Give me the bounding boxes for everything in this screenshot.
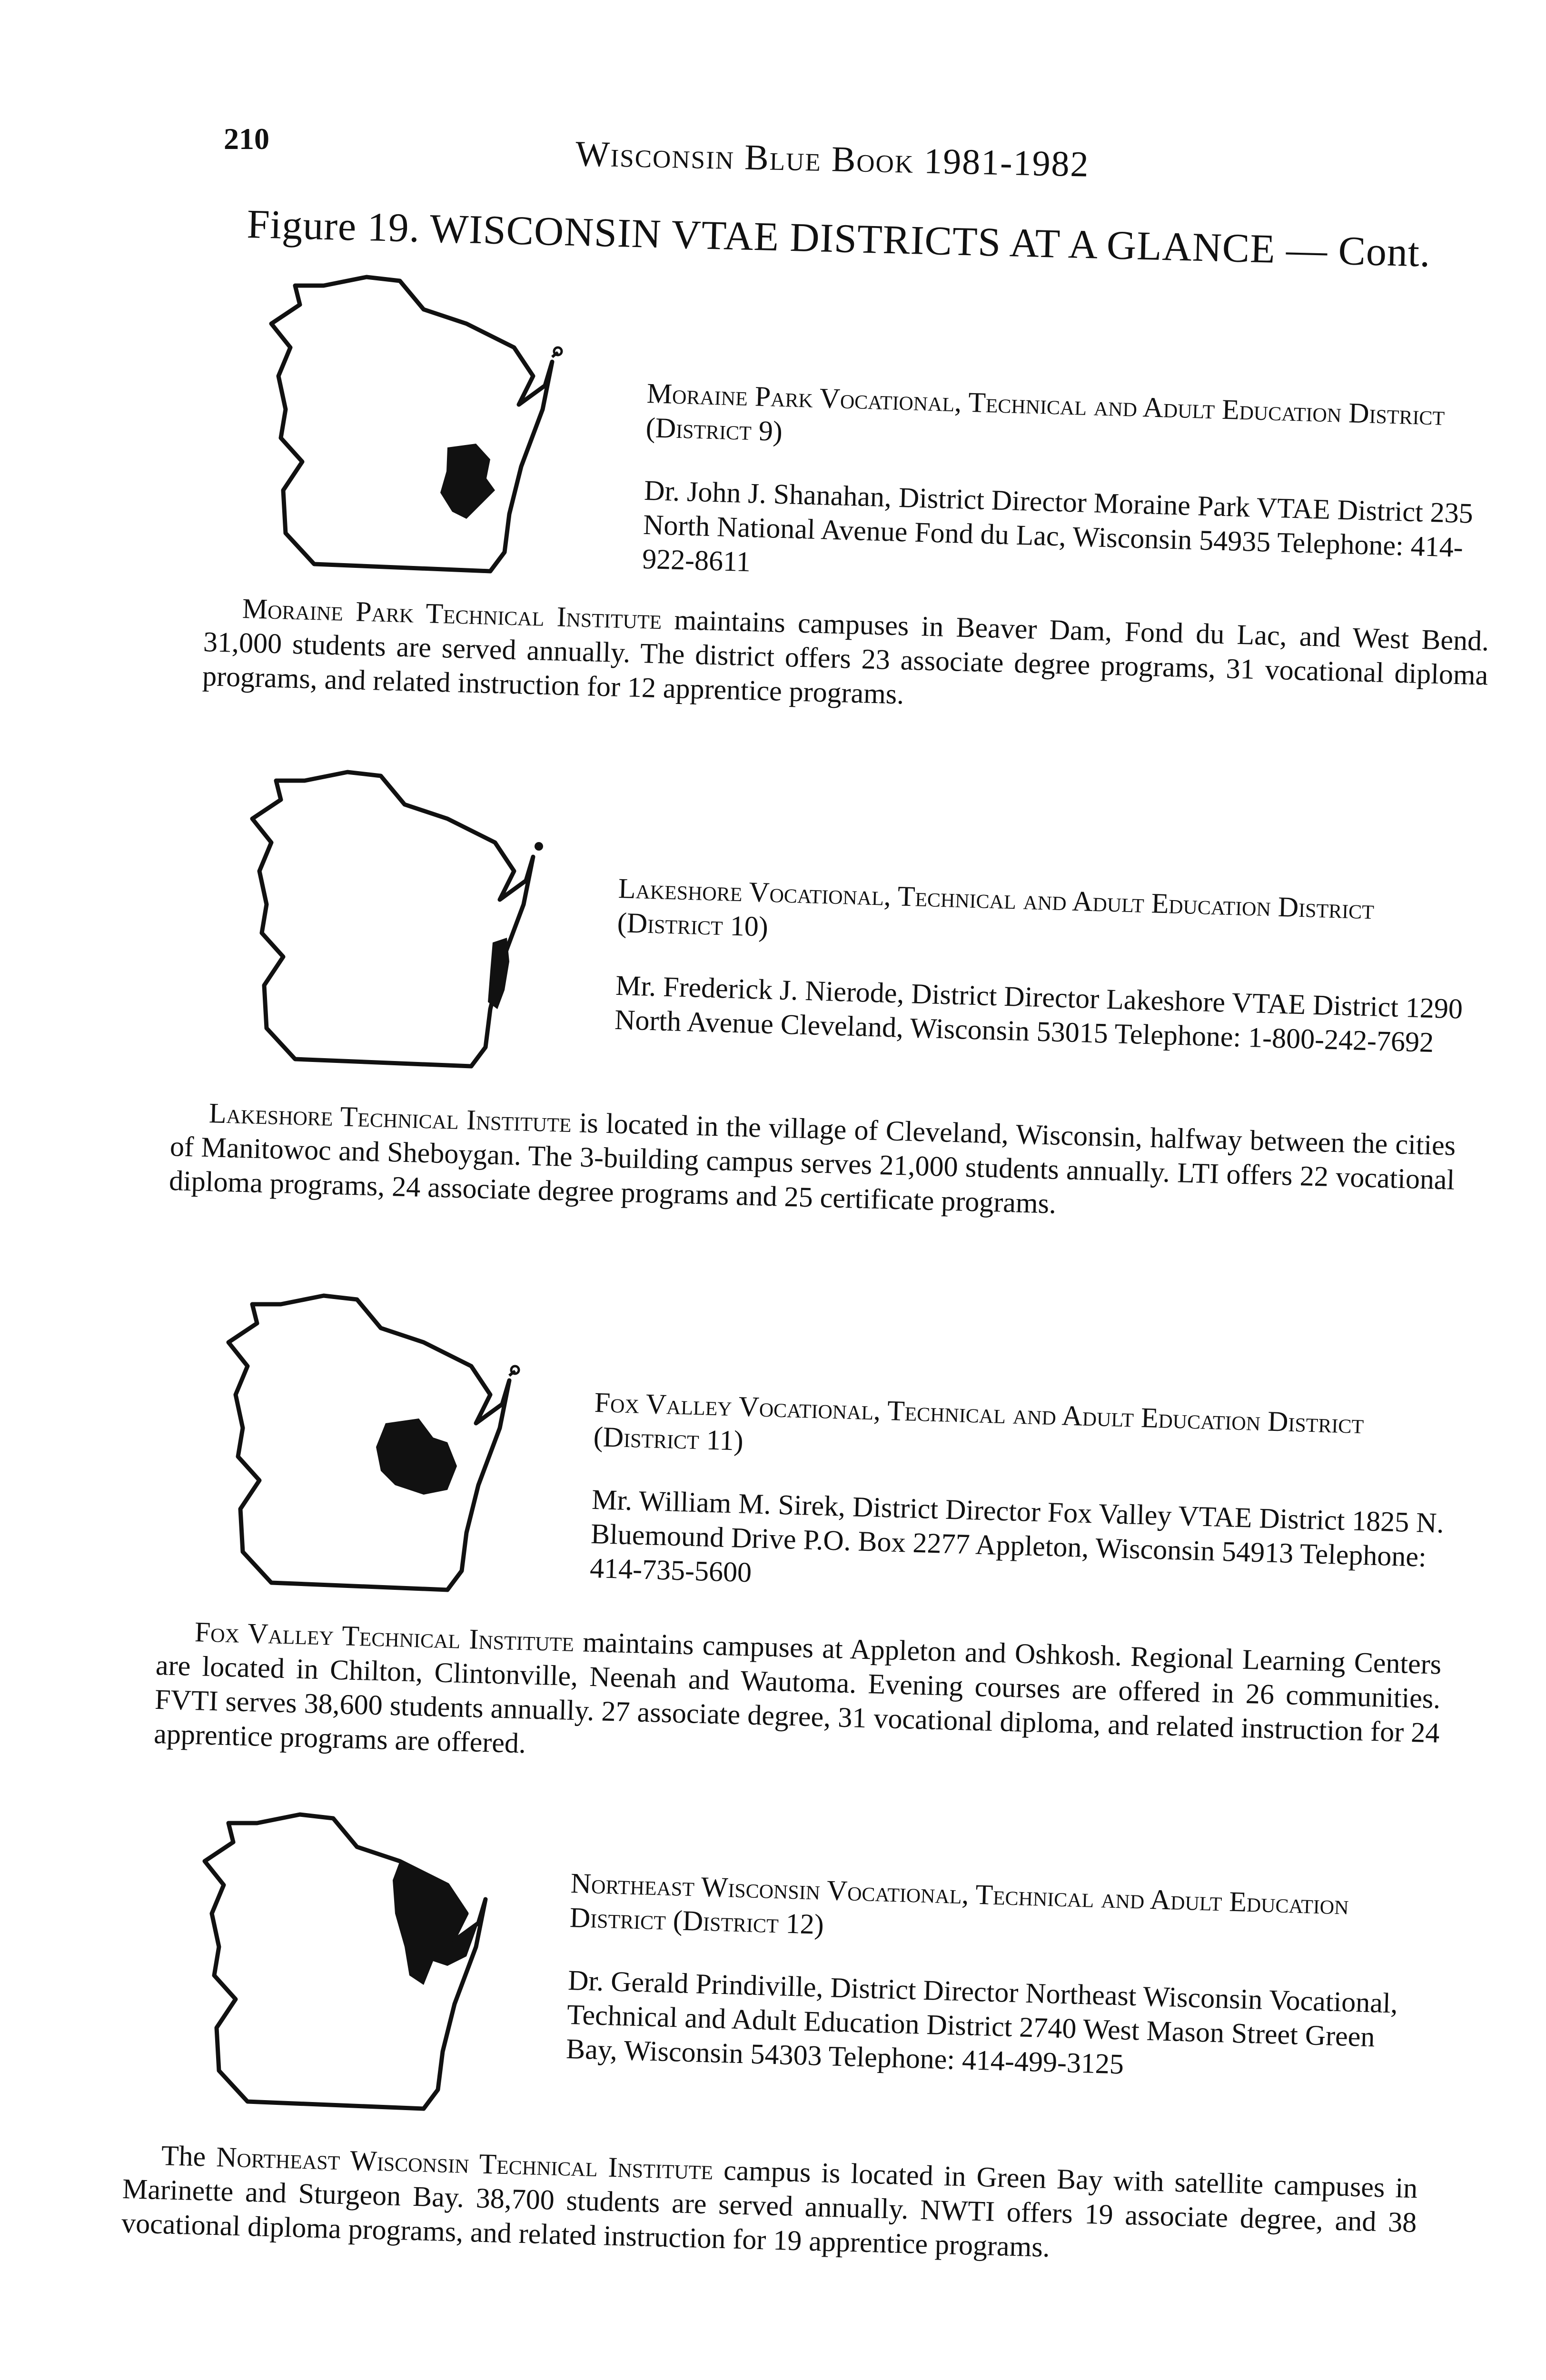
institute-description-11 xyxy=(153,1614,1442,1785)
institute-name-prefix: The xyxy=(161,2140,207,2172)
district-info-9 xyxy=(642,376,1485,599)
director-contact: Mr. William M. Sirek, District Director Fox Valley VTAE District 1825 N. Bluemound Drive P.O. Box 2277 Appleton, Wisconsin 54913 Telephone: 414-735-5600 xyxy=(589,1483,1445,1588)
director-contact: Dr. John J. Shanahan, District Director Moraine Park VTAE District 235 North National Avenue Fond du Lac, Wisconsin 54935 Telephone: 414-922-8611 xyxy=(642,474,1474,578)
district-name: Fox Valley Vocational, Technical and Adult Education District (District 11) xyxy=(593,1386,1365,1457)
district-name: Lakeshore Vocational, Technical and Adult Education District (District 10) xyxy=(617,872,1375,942)
district-name: Moraine Park Vocational, Technical and Adult Education District (District 9) xyxy=(645,377,1446,447)
institute-name: Northeast Wisconsin Technical Institute xyxy=(216,2141,714,2186)
district-info-10 xyxy=(614,871,1475,1061)
district-info-12 xyxy=(565,1866,1427,2090)
wisconsin-map-district-12-icon xyxy=(200,1804,500,2118)
director-contact: Dr. Gerald Prindiville, District Director Northeast Wisconsin Vocational, Technical and Adult Education District 2740 West Mason Street Green Bay, Wisconsin 54303 Telephone: 414-499-3125 xyxy=(565,1964,1398,2080)
wisconsin-map-district-10-icon xyxy=(248,762,547,1076)
figure-caption: Figure 19. WISCONSIN VTAE DISTRICTS AT A GLANCE — Cont. xyxy=(246,200,1431,276)
institute-description-10 xyxy=(168,1095,1456,1231)
institute-name: Lakeshore Technical Institute xyxy=(208,1097,572,1139)
institute-text: maintains campuses in Beaver Dam, Fond du Lac, and West Bend. 31,000 students are served annually. The district offers 23 associate degree programs, 31 vocational diploma programs, and related instruction for 12 apprentice programs. xyxy=(202,604,1490,710)
wisconsin-map-district-11-icon xyxy=(224,1285,524,1599)
running-head: Wisconsin Blue Book 1981-1982 xyxy=(575,133,1090,185)
director-contact: Mr. Frederick J. Nierode, District Director Lakeshore VTAE District 1290 North Avenue Cleveland, Wisconsin 53015 Telephone: 1-800-242-7692 xyxy=(614,969,1463,1058)
page-number: 210 xyxy=(224,122,269,156)
wisconsin-map-district-9-icon xyxy=(267,267,566,581)
institute-text: is located in the village of Cleveland, Wisconsin, halfway between the cities of Manitowoc and Sheboygan. The 3-building campus serves 21,000 students annually. LTI offers 22 vocational diploma programs, 24 associate degree programs and 25 certificate programs. xyxy=(168,1107,1457,1220)
institute-name: Moraine Park Technical Institute xyxy=(242,593,663,635)
institute-text: maintains campuses at Appleton and Oshkosh. Regional Learning Centers are located in Chilton, Clintonville, Neenah and Wautoma. Evening courses are offered in 26 communities. FVTI serves 38,600 students annually. 27 associate degree, 31 vocational diploma, and related instruction for 24 apprentice programs are offered. xyxy=(153,1626,1442,1759)
institute-name: Fox Valley Technical Institute xyxy=(194,1616,575,1657)
institute-text: campus is located in Green Bay with satellite campuses in Marinette and Sturgeon Bay. 38,700 students are served annually. NWTI offers 19 associate degree, and 38 vocational diploma programs, and related instruction for 19 apprentice programs. xyxy=(121,2154,1418,2263)
district-info-11 xyxy=(589,1385,1451,1609)
district-name: Northeast Wisconsin Vocational, Technical and Adult Education District (District 12) xyxy=(569,1867,1349,1940)
institute-description-9 xyxy=(202,590,1489,727)
institute-description-12 xyxy=(121,2137,1418,2274)
